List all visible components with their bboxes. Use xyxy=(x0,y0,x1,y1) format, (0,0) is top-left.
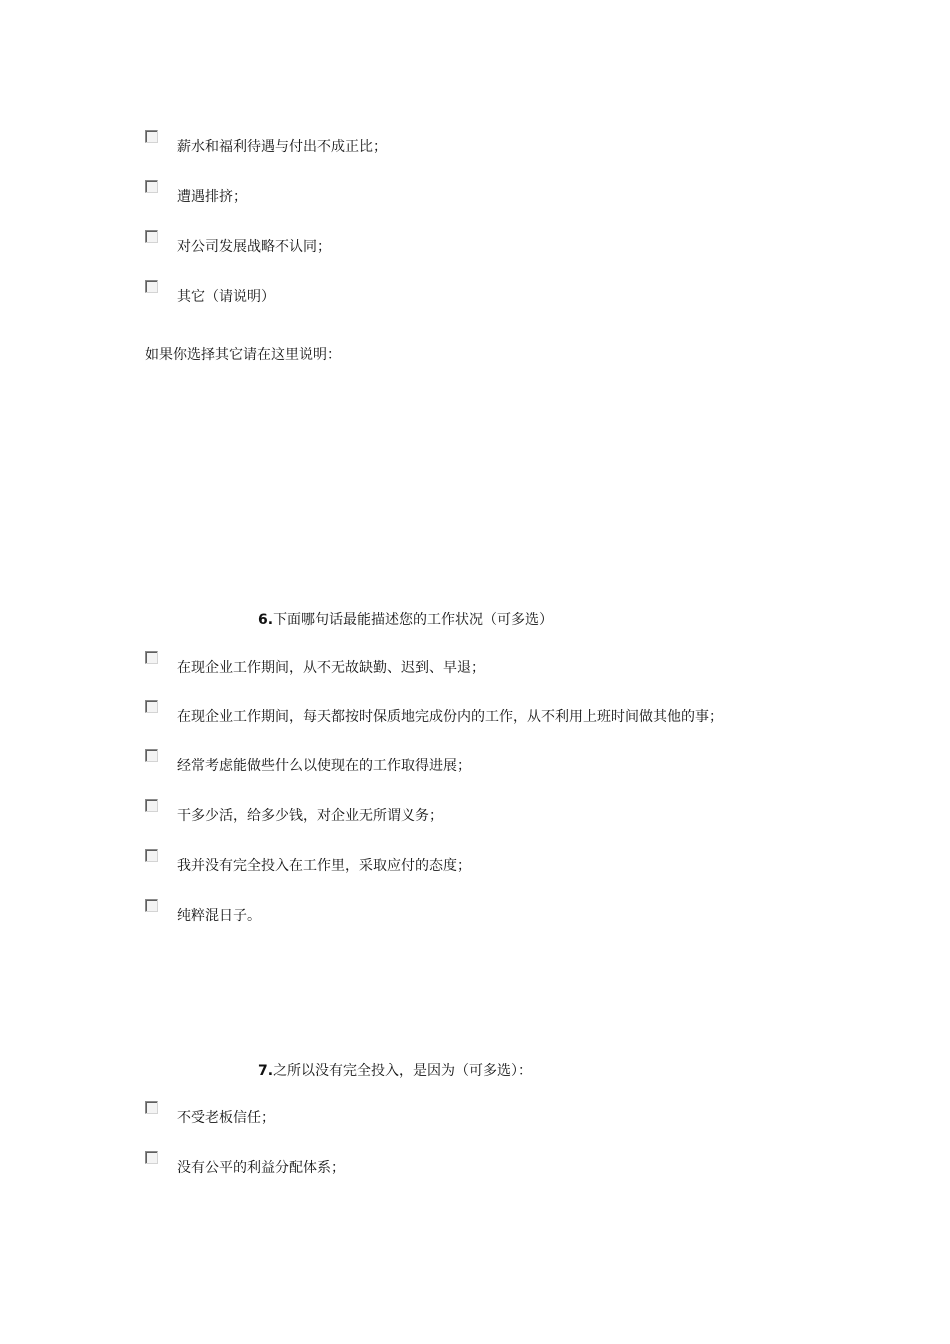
option-label: 经常考虑能做些什么以使现在的工作取得进展； xyxy=(177,758,471,774)
option-label: 纯粹混日子。 xyxy=(177,908,261,924)
checkbox[interactable] xyxy=(145,130,158,143)
checkbox[interactable] xyxy=(145,280,158,293)
option-label: 干多少活，给多少钱，对企业无所谓义务； xyxy=(177,808,443,824)
option-label: 遭遇排挤； xyxy=(177,189,247,205)
checkbox[interactable] xyxy=(145,651,158,664)
option-label: 薪水和福利待遇与付出不成正比； xyxy=(177,139,387,155)
checkbox[interactable] xyxy=(145,230,158,243)
option-label: 在现企业工作期间，每天都按时保质地完成份内的工作，从不利用上班时间做其他的事； xyxy=(177,709,723,725)
checkbox[interactable] xyxy=(145,1151,158,1164)
checkbox[interactable] xyxy=(145,180,158,193)
question-text: 之所以没有完全投入，是因为（可多选）： xyxy=(273,1063,533,1079)
option-label: 我并没有完全投入在工作里，采取应付的态度； xyxy=(177,858,471,874)
question-number: 7. xyxy=(258,1063,274,1079)
checkbox[interactable] xyxy=(145,849,158,862)
option-label: 不受老板信任； xyxy=(177,1110,275,1126)
option-label: 在现企业工作期间，从不无故缺勤、迟到、早退； xyxy=(177,660,485,676)
other-explain-prompt: 如果你选择其它请在这里说明： xyxy=(145,347,341,363)
question-7-title xyxy=(258,1062,532,1080)
question-text: 下面哪句话最能描述您的工作状况（可多选） xyxy=(273,612,554,628)
question-number: 6. xyxy=(258,612,274,628)
option-label: 其它（请说明） xyxy=(177,289,275,305)
checkbox[interactable] xyxy=(145,1101,158,1114)
option-label: 对公司发展战略不认同； xyxy=(177,239,331,255)
checkbox[interactable] xyxy=(145,749,158,762)
question-6-title xyxy=(258,611,553,629)
option-label: 没有公平的利益分配体系； xyxy=(177,1160,345,1176)
checkbox[interactable] xyxy=(145,799,158,812)
checkbox[interactable] xyxy=(145,899,158,912)
checkbox[interactable] xyxy=(145,700,158,713)
